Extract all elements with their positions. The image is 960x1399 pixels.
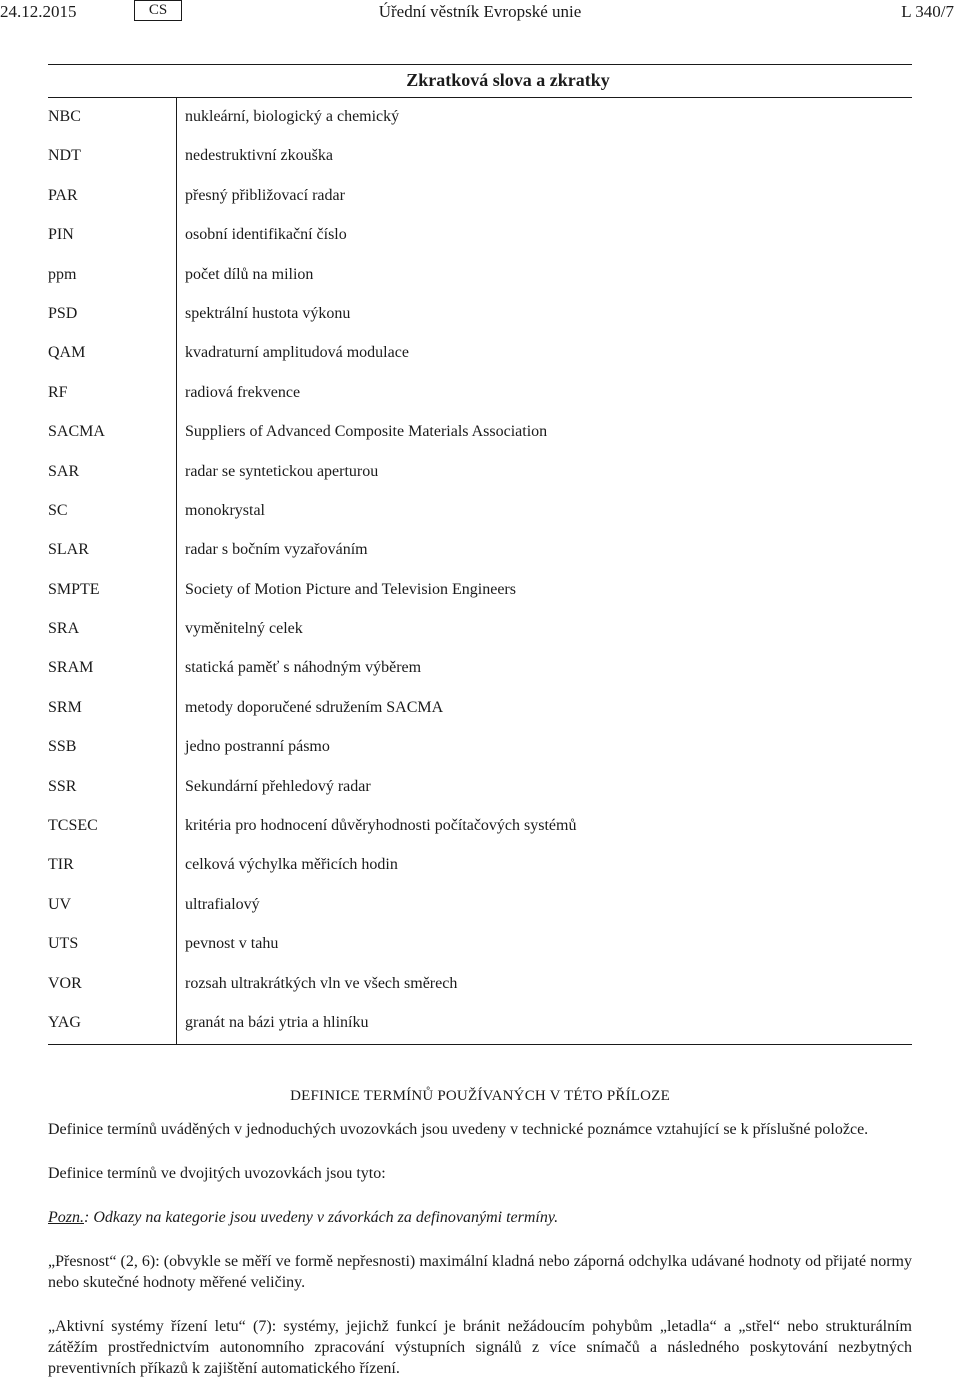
abbreviation: SACMA xyxy=(48,423,105,441)
abbreviation-meaning: rozsah ultrakrátkých vln ve všech směrech xyxy=(185,974,458,992)
abbreviation-meaning: metody doporučené sdružením SACMA xyxy=(185,698,444,716)
abbreviation: SC xyxy=(48,501,68,519)
abbreviation: SAR xyxy=(48,462,80,480)
table-row xyxy=(48,620,912,659)
abbreviations-table xyxy=(48,64,912,1045)
abbreviation-meaning: počet dílů na milion xyxy=(185,265,314,283)
abbreviation-meaning: nedestruktivní zkouška xyxy=(185,147,333,165)
table-row xyxy=(48,226,912,265)
abbreviation: NDT xyxy=(48,147,81,165)
note-text: : Odkazy na kategorie jsou uvedeny v závorkách za definovanými termíny. xyxy=(84,1209,559,1226)
abbreviation: SRM xyxy=(48,698,82,716)
language-badge: CS xyxy=(134,0,182,21)
abbreviation-meaning: osobní identifikační číslo xyxy=(185,226,347,244)
abbreviation: TIR xyxy=(48,856,74,874)
abbreviation: PAR xyxy=(48,186,78,204)
table-row xyxy=(48,463,912,502)
abbreviation: SMPTE xyxy=(48,580,100,598)
abbreviation: YAG xyxy=(48,1013,81,1031)
definitions-section xyxy=(48,1086,912,1379)
table-row xyxy=(48,817,912,856)
abbreviation-meaning: vyměnitelný celek xyxy=(185,620,303,638)
abbreviation-meaning: statická paměť s náhodným výběrem xyxy=(185,659,422,677)
abbreviation: RF xyxy=(48,383,68,401)
table-row xyxy=(48,975,912,1014)
definition-accuracy: „Přesnost“ (2, 6): (obvykle se měří ve formě nepřesnosti) maximální kladná nebo záporná odchylka udávané hodnoty od přijaté normy nebo skutečné hodnoty měřené veličiny. xyxy=(48,1253,912,1291)
abbreviation-meaning: Society of Motion Picture and Television Engineers xyxy=(185,580,516,598)
abbreviation-meaning: radar se syntetickou aperturou xyxy=(185,462,379,480)
abbreviation-meaning: pevnost v tahu xyxy=(185,935,279,953)
table-row xyxy=(48,305,912,344)
abbreviation-meaning: kritéria pro hodnocení důvěryhodnosti počítačových systémů xyxy=(185,817,577,835)
table-row xyxy=(48,108,912,147)
abbreviation: PIN xyxy=(48,226,74,244)
header-date: 24.12.2015 xyxy=(0,2,77,21)
table-row xyxy=(48,778,912,817)
abbreviation-meaning: Suppliers of Advanced Composite Materials Association xyxy=(185,423,548,441)
abbreviation-meaning: celková výchylka měřicích hodin xyxy=(185,856,398,874)
table-row xyxy=(48,502,912,541)
abbreviation-meaning: radiová frekvence xyxy=(185,383,301,401)
definitions-intro-2: Definice termínů ve dvojitých uvozovkách jsou tyto: xyxy=(48,1165,386,1182)
table-row xyxy=(48,738,912,777)
table-row xyxy=(48,1014,912,1053)
table-title: Zkratková slova a zkratky xyxy=(406,70,610,90)
page-header xyxy=(0,0,960,28)
page-number: L 340/7 xyxy=(901,2,954,21)
table-row xyxy=(48,896,912,935)
table-header-rule xyxy=(48,97,912,98)
abbreviation-meaning: jedno postranní pásmo xyxy=(185,738,330,756)
table-row xyxy=(48,541,912,580)
table-row xyxy=(48,266,912,305)
definition-active-flight-control: „Aktivní systémy řízení letu“ (7): systémy, jejichž funkcí je bránit nežádoucím pohybům „letadla“ a „střel“ nebo strukturálním zátěžím prostřednictvím autonomního zpracování výstupních signálů z více snímačů a následného poskytování nezbytných preventivních příkazů k zajištění automatického řízení. xyxy=(48,1318,912,1377)
definitions-heading: DEFINICE TERMÍNŮ POUŽÍVANÝCH V TÉTO PŘÍLOZE xyxy=(290,1088,670,1104)
table-row xyxy=(48,384,912,423)
table-row xyxy=(48,187,912,226)
abbreviation: SRAM xyxy=(48,659,94,677)
abbreviation-meaning: přesný přibližovací radar xyxy=(185,186,345,204)
table-row xyxy=(48,699,912,738)
definitions-note xyxy=(48,1207,912,1228)
abbreviation: ppm xyxy=(48,265,77,283)
table-row xyxy=(48,581,912,620)
journal-title: Úřední věstník Evropské unie xyxy=(378,2,582,21)
table-row xyxy=(48,856,912,895)
table-row xyxy=(48,147,912,186)
abbreviation: TCSEC xyxy=(48,817,98,835)
table-rows xyxy=(48,108,912,1053)
abbreviation: PSD xyxy=(48,304,78,322)
table-row xyxy=(48,423,912,462)
abbreviation: QAM xyxy=(48,344,86,362)
abbreviation: VOR xyxy=(48,974,82,992)
abbreviation: NBC xyxy=(48,108,81,125)
abbreviation-meaning: radar s bočním vyzařováním xyxy=(185,541,368,559)
abbreviation-meaning: spektrální hustota výkonu xyxy=(185,304,351,322)
table-row xyxy=(48,344,912,383)
abbreviation-meaning: monokrystal xyxy=(185,501,265,519)
abbreviation: SLAR xyxy=(48,541,89,559)
abbreviation-meaning: nukleární, biologický a chemický xyxy=(185,108,400,125)
table-top-rule xyxy=(48,64,912,65)
definitions-intro-1: Definice termínů uváděných v jednoduchých uvozovkách jsou uvedeny v technické poznámce vztahující se k příslušné položce. xyxy=(48,1121,869,1138)
table-row xyxy=(48,935,912,974)
abbreviation-meaning: granát na bázi ytria a hliníku xyxy=(185,1013,369,1031)
abbreviation-meaning: ultrafialový xyxy=(185,895,260,913)
abbreviation-meaning: Sekundární přehledový radar xyxy=(185,777,371,795)
abbreviation: SSR xyxy=(48,777,77,795)
abbreviation: SRA xyxy=(48,620,80,638)
abbreviation: UV xyxy=(48,895,72,913)
table-row xyxy=(48,659,912,698)
note-label: Pozn. xyxy=(48,1209,84,1226)
abbreviation-meaning: kvadraturní amplitudová modulace xyxy=(185,344,409,362)
abbreviation: UTS xyxy=(48,935,79,953)
table-bottom-rule xyxy=(48,1044,912,1045)
abbreviation: SSB xyxy=(48,738,77,756)
